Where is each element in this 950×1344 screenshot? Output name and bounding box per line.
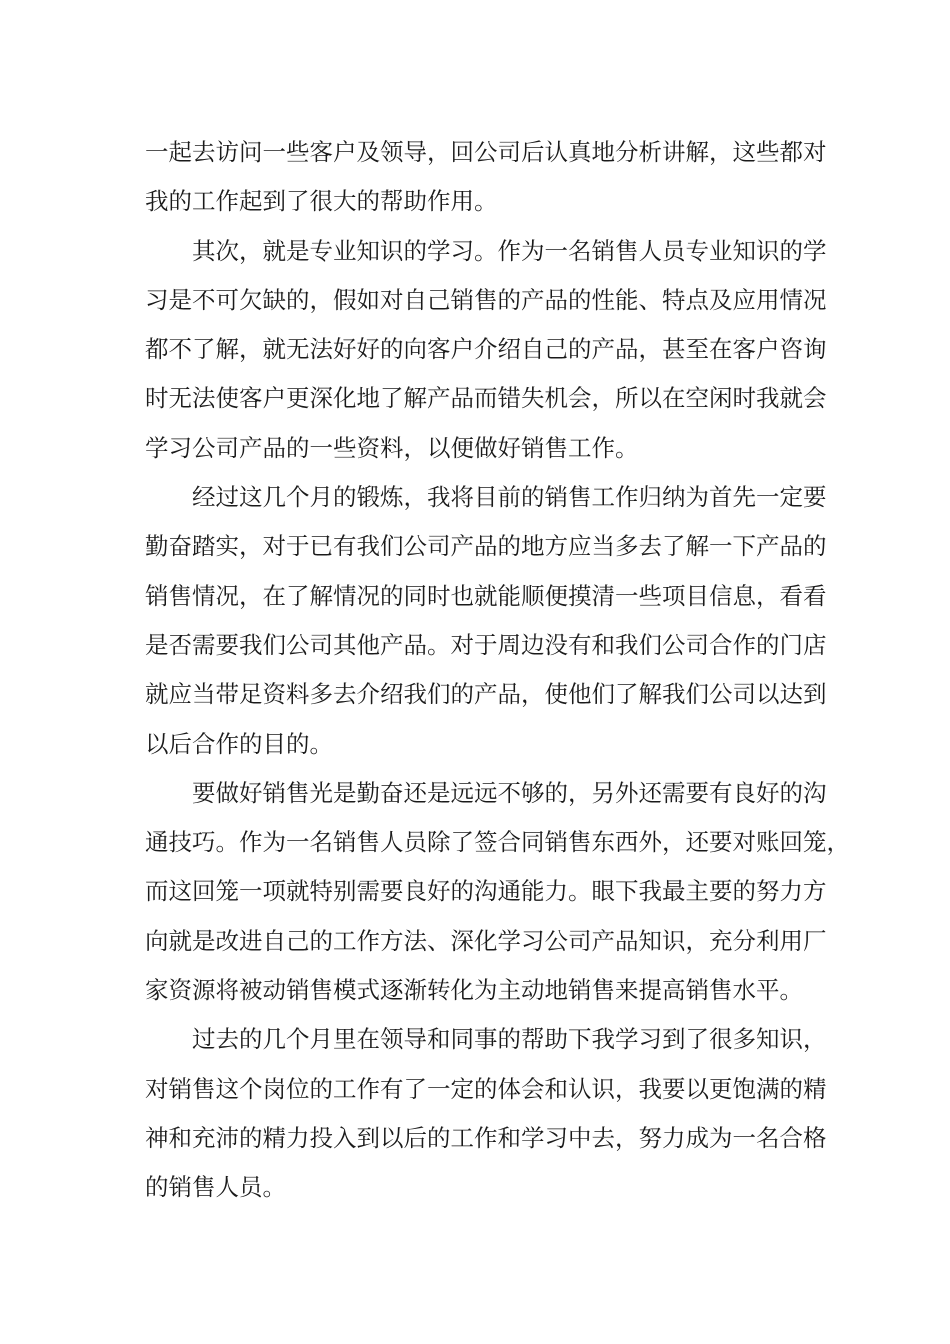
paragraph-line: 销售情况，在了解情况的同时也就能顺便摸清一些项目信息，看看 — [145, 581, 827, 610]
document-body — [145, 128, 850, 1213]
paragraph-line: 通技巧。作为一名销售人员除了签合同销售东西外，还要对账回笼， — [145, 828, 850, 857]
paragraph-line: 家资源将被动销售模式逐渐转化为主动地销售来提高销售水平。 — [145, 976, 803, 1005]
paragraph-line: 其次，就是专业知识的学习。作为一名销售人员专业知识的学 — [192, 236, 827, 265]
paragraph-line: 的销售人员。 — [145, 1173, 286, 1202]
paragraph-line: 而这回笼一项就特别需要良好的沟通能力。眼下我最主要的努力方 — [145, 877, 827, 906]
paragraph-line: 向就是改进自己的工作方法、深化学习公司产品知识，充分利用厂 — [145, 926, 827, 955]
paragraph-line: 经过这几个月的锻炼，我将目前的销售工作归纳为首先一定要 — [192, 483, 827, 512]
paragraph-line: 勤奋踏实，对于已有我们公司产品的地方应当多去了解一下产品的 — [145, 532, 827, 561]
paragraph-line: 是否需要我们公司其他产品。对于周边没有和我们公司合作的门店 — [145, 630, 827, 659]
paragraph-3 — [145, 473, 827, 769]
paragraph-line: 时无法使客户更深化地了解产品而错失机会，所以在空闲时我就会 — [145, 384, 827, 413]
paragraph-2 — [145, 227, 827, 473]
paragraph-line: 要做好销售光是勤奋还是远远不够的，另外还需要有良好的沟 — [192, 778, 827, 807]
paragraph-1 — [145, 128, 827, 227]
paragraph-5 — [145, 1015, 827, 1212]
paragraph-line: 就应当带足资料多去介绍我们的产品，使他们了解我们公司以达到 — [145, 680, 827, 709]
paragraph-line: 都不了解，就无法好好的向客户介绍自己的产品，甚至在客户咨询 — [145, 335, 827, 364]
paragraph-line: 以后合作的目的。 — [145, 729, 333, 758]
paragraph-4 — [145, 769, 850, 1015]
paragraph-line: 习是不可欠缺的，假如对自己销售的产品的性能、特点及应用情况 — [145, 285, 827, 314]
paragraph-line: 一起去访问一些客户及领导，回公司后认真地分析讲解，这些都对 — [145, 138, 827, 166]
paragraph-line: 对销售这个岗位的工作有了一定的体会和认识，我要以更饱满的精 — [145, 1074, 827, 1103]
paragraph-line: 我的工作起到了很大的帮助作用。 — [145, 187, 498, 216]
paragraph-line: 过去的几个月里在领导和同事的帮助下我学习到了很多知识， — [192, 1025, 827, 1054]
paragraph-line: 学习公司产品的一些资料，以便做好销售工作。 — [145, 433, 639, 462]
paragraph-line: 神和充沛的精力投入到以后的工作和学习中去，努力成为一名合格 — [145, 1123, 827, 1152]
